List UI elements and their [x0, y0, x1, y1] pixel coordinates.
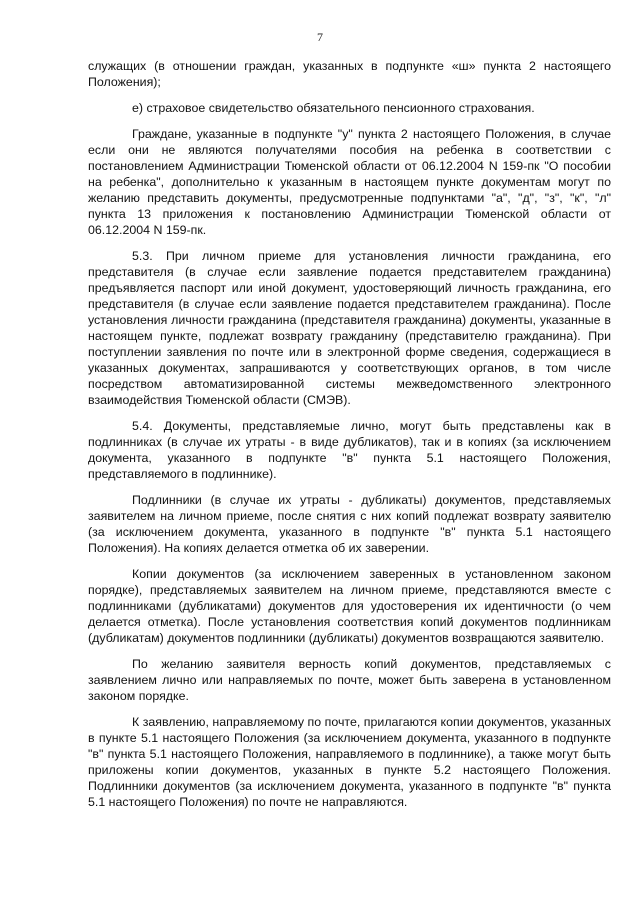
document-body [88, 58, 611, 820]
paragraph-citizens-subclause-u: Граждане, указанные в подпункте "у" пункта 2 настоящего Положения, в случае если они не являются получателями пособия на ребенка в соответствии с постановлением Администрации Тюменской области от 06.12.2004 N 159-пк "О пособии на ребенка", дополнительно к указанным в настоящем пункте документам могут по желанию представить документы, предусмотренные подпунктами "а", "д", "з", "к", "л" пункта 13 приложения к постановлению Администрации Тюменской области от 06.12.2004 N 159-пк. [88, 127, 611, 237]
paragraph-continuation: служащих (в отношении граждан, указанных в подпункте «ш» пункта 2 настоящего Положения); [88, 59, 611, 89]
paragraph-5-3: 5.3. При личном приеме для установления личности гражданина, его представителя (в случае если заявление подается представителем гражданина) предъявляется паспорт или иной документ, удостоверяющий личность гражданина, его представителя (в случае если заявление подается представителем гражданина). После установления личности гражданина (представителя гражданина) документы, указанные в настоящем пункте, подлежат возврату гражданину (представителю гражданина). При поступлении заявления по почте или в электронной форме сведения, содержащиеся в указанных документах, запрашиваются у соответствующих органов, в том числе посредством автоматизированной системы межведомственного электронного взаимодействия Тюменской области (СМЭВ). [88, 249, 611, 407]
paragraph-item-e: е) страховое свидетельство обязательного пенсионного страхования. [132, 101, 535, 115]
paragraph-copies-certification: По желанию заявителя верность копий документов, представляемых с заявлением лично или направляемых по почте, может быть заверена в установленном законом порядке. [88, 657, 611, 703]
paragraph-copies-verification: Копии документов (за исключением заверенных в установленном законом порядке), представляемых заявителем на личном приеме, представляются вместе с подлинниками (дубликатами) документов для удостоверения их идентичности (о чем делается отметка). После установления соответствия копий документов подлинникам (дубликатам) документов подлинники (дубликаты) документов возвращаются заявителю. [88, 567, 611, 645]
page-number: 7 [317, 30, 323, 44]
paragraph-mail-application: К заявлению, направляемому по почте, прилагаются копии документов, указанных в пункте 5.1 настоящего Положения (за исключением документа, указанного в подпункте "в" пункта 5.1 настоящего Положения, направляемого в подлиннике), а также могут быть приложены копии документов, указанных в пункте 5.2 настоящего Положения. Подлинники документов (за исключением документа, указанного в подпункте "в" пункта 5.1 настоящего Положения) по почте не направляются. [88, 715, 611, 809]
paragraph-5-4: 5.4. Документы, представляемые лично, могут быть представлены как в подлинниках (в случае их утраты - в виде дубликатов), так и в копиях (за исключением документа, указанного в подпункте "в" пункта 5.1 настоящего Положения, представляемого в подлиннике). [88, 419, 611, 481]
paragraph-originals-return: Подлинники (в случае их утраты - дубликаты) документов, представляемых заявителем на личном приеме, после снятия с них копий подлежат возврату заявителю (за исключением документа, указанного в подпункте "в" пункта 5.1 настоящего Положения). На копиях делается отметка об их заверении. [88, 493, 611, 555]
